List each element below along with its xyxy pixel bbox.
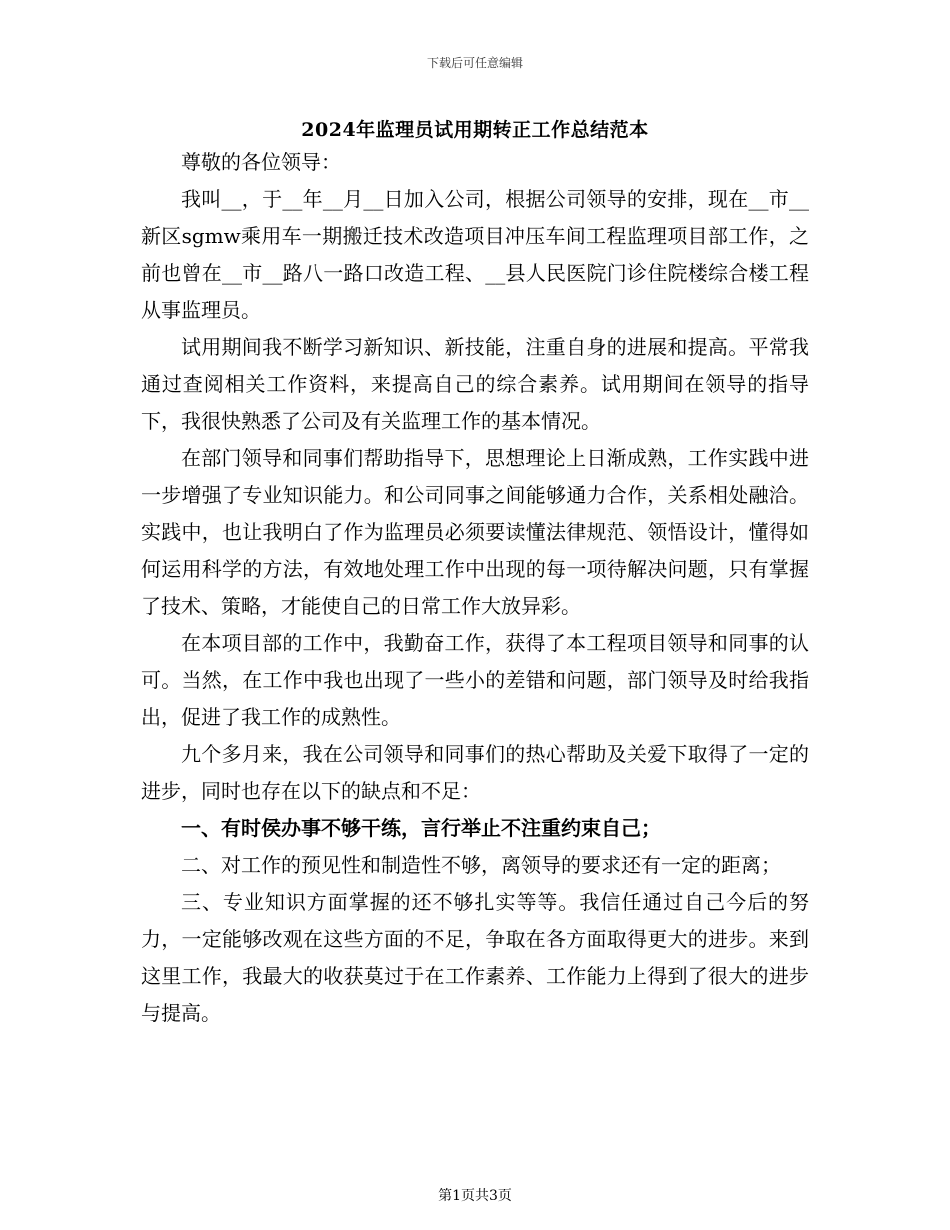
document-title: 2024年监理员试用期转正工作总结范本	[301, 119, 649, 141]
header-note: 下载后可任意编辑	[426, 56, 523, 70]
paragraph-shortcoming-3: 三、专业知识方面掌握的还不够扎实等等。我信任通过自己今后的努力，一定能够改观在这些方面的不足，争取在各方面取得更大的进步。来到这里工作，我最大的收获莫过于在工作素养、工作能力上得到了很大的进步与提高。	[141, 890, 809, 1025]
paragraph-introduction: 我叫__，于__年__月__日加入公司，根据公司领导的安排，现在__市__新区sgmw乘用车一期搬迁技术改造项目冲压车间工程监理项目部工作，之前也曾在__市__路八一路口改造工程、__县人民医院门诊住院楼综合楼工程从事监理员。	[141, 187, 809, 322]
paragraph-guidance: 在部门领导和同事们帮助指导下，思想理论上日渐成熟，工作实践中进一步增强了专业知识能力。和公司同事之间能够通力合作，关系相处融洽。实践中，也让我明白了作为监理员必须要读懂法律规范、领悟设计，懂得如何运用科学的方法，有效地处理工作中出现的每一项待解决问题，只有掌握了技术、策略，才能使自己的日常工作大放异彩。	[141, 446, 809, 618]
document-body	[141, 144, 809, 1032]
paragraph-shortcoming-1: 一、有时侯办事不够干练，言行举止不注重约束自己；	[181, 816, 661, 840]
paragraph-project-work: 在本项目部的工作中，我勤奋工作，获得了本工程项目领导和同事的认可。当然，在工作中我也出现了一些小的差错和问题，部门领导及时给我指出，促进了我工作的成熟性。	[141, 631, 809, 729]
paragraph-probation-study: 试用期间我不断学习新知识、新技能，注重自身的进展和提高。平常我通过查阅相关工作资料，来提高自己的综合素养。试用期间在领导的指导下，我很快熟悉了公司及有关监理工作的基本情况。	[141, 335, 809, 433]
paragraph-progress: 九个多月来，我在公司领导和同事们的热心帮助及关爱下取得了一定的进步，同时也存在以下的缺点和不足：	[141, 742, 809, 803]
paragraph-salutation: 尊敬的各位领导：	[181, 150, 341, 174]
paragraph-shortcoming-2: 二、对工作的预见性和制造性不够，离领导的要求还有一定的距离；	[181, 853, 781, 877]
page-number: 第1页共3页	[438, 1188, 512, 1204]
